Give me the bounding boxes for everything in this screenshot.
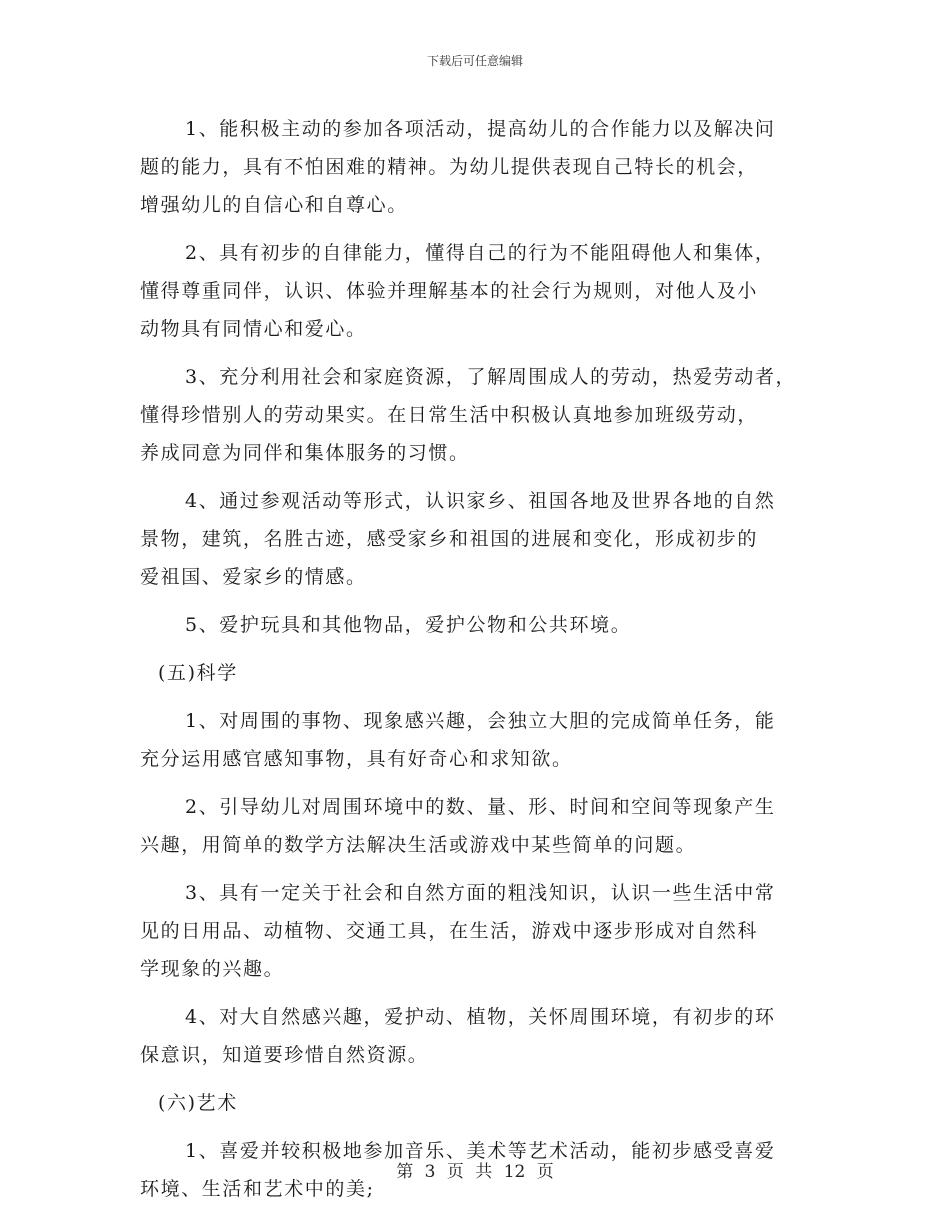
paragraph-line: 爱祖国、爱家乡的情感。	[140, 566, 367, 588]
paragraph	[140, 358, 810, 472]
paragraph	[140, 874, 810, 988]
paragraph-line: 见的日用品、动植物、交通工具，在生活，游戏中逐步形成对自然科	[140, 920, 759, 942]
paragraph-line: 4、通过参观活动等形式，认识家乡、祖国各地及世界各地的自然	[185, 490, 776, 512]
document-body	[140, 110, 810, 1218]
paragraph	[140, 788, 810, 864]
paragraph-line: 懂得尊重同伴，认识、体验并理解基本的社会行为规则，对他人及小	[140, 280, 759, 302]
paragraph	[140, 998, 810, 1074]
paragraph-line: 兴趣，用简单的数学方法解决生活或游戏中某些简单的问题。	[140, 834, 697, 856]
section-heading: (五)科学	[158, 662, 238, 684]
page-header: 下载后可任意编辑	[426, 54, 523, 68]
paragraph-line: 2、具有初步的自律能力，懂得自己的行为不能阻碍他人和集体，	[185, 242, 776, 264]
section-heading: (六)艺术	[158, 1092, 238, 1114]
paragraph-line: 题的能力，具有不怕困难的精神。为幼儿提供表现自己特长的机会，	[140, 156, 759, 178]
paragraph-line: 学现象的兴趣。	[140, 958, 285, 980]
paragraph-line: 2、引导幼儿对周围环境中的数、量、形、时间和空间等现象产生	[185, 796, 776, 818]
paragraph-line: 3、充分利用社会和家庭资源，了解周围成人的劳动，热爱劳动者，	[185, 366, 797, 388]
paragraph	[140, 482, 810, 596]
paragraph-line: 1、对周围的事物、现象感兴趣，会独立大胆的完成简单任务，能	[185, 710, 776, 732]
paragraph	[140, 110, 810, 224]
paragraph-line: 懂得珍惜别人的劳动果实。在日常生活中积极认真地参加班级劳动，	[140, 404, 759, 426]
paragraph	[140, 702, 810, 778]
paragraph-line: 增强幼儿的自信心和自尊心。	[140, 194, 408, 216]
paragraph-line: 5、爱护玩具和其他物品，爱护公物和公共环境。	[185, 614, 632, 636]
paragraph-line: 保意识，知道要珍惜自然资源。	[140, 1044, 429, 1066]
paragraph-line: 景物，建筑，名胜古迹，感受家乡和祖国的进展和变化，形成初步的	[140, 528, 759, 550]
paragraph-line: 1、喜爱并较积极地参加音乐、美术等艺术活动，能初步感受喜爱	[185, 1140, 776, 1162]
paragraph-line: 4、对大自然感兴趣，爱护动、植物，关怀周围环境，有初步的环	[185, 1006, 776, 1028]
paragraph-line: 3、具有一定关于社会和自然方面的粗浅知识，认识一些生活中常	[185, 882, 776, 904]
page-footer: 第 3 页 共 12 页	[396, 1162, 554, 1182]
paragraph-line: 1、能积极主动的参加各项活动，提高幼儿的合作能力以及解决问	[185, 118, 776, 140]
paragraph	[140, 234, 810, 348]
paragraph	[140, 606, 810, 644]
paragraph-line: 动物具有同情心和爱心。	[140, 318, 367, 340]
paragraph-line: 充分运用感官感知事物，具有好奇心和求知欲。	[140, 748, 573, 770]
paragraph-line: 养成同意为同伴和集体服务的习惯。	[140, 442, 470, 464]
paragraph-line: 环境、生活和艺术中的美;	[140, 1178, 375, 1200]
